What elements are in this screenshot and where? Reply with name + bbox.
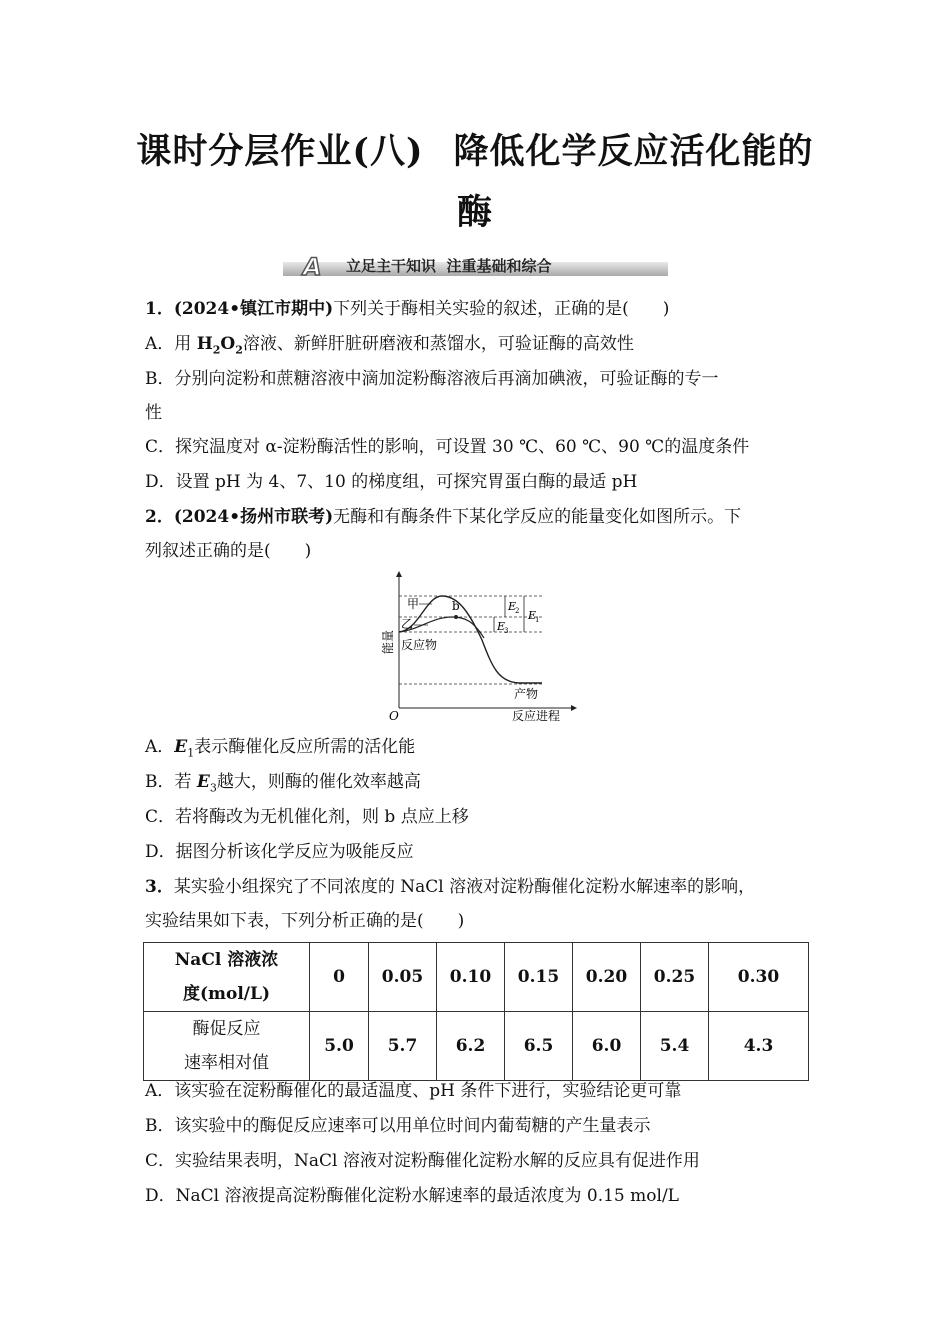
- x-axis-label: 反应进程: [512, 709, 561, 723]
- q3-stem-text: 某实验小组探究了不同浓度的 NaCl 溶液对淀粉酶催化淀粉水解速率的影响，: [173, 877, 756, 897]
- q1-formula-sub1: 2: [212, 343, 221, 357]
- table-row-concentration: [144, 943, 809, 1012]
- q1-number: 1．: [145, 299, 174, 319]
- table-header-rate: [144, 1012, 310, 1081]
- header-concentration-line1: NaCl 溶液浓: [174, 950, 279, 970]
- q2-option-a-prefix: A．: [145, 737, 175, 757]
- q1-formula-o: O: [220, 334, 236, 354]
- header-rate-line2: 速率相对值: [184, 1053, 269, 1073]
- q1-option-d: D．设置 pH 为 4、7、10 的梯度组，可探究胃蛋白酶的最适 pH: [145, 472, 638, 492]
- label-e3-sub: 3: [504, 627, 509, 635]
- table-cell: 4.3: [709, 1012, 809, 1081]
- q2-number: 2．: [145, 507, 174, 527]
- header-rate-line1: 酶促反应: [192, 1019, 261, 1039]
- q3-stem: [145, 876, 755, 898]
- table-header-concentration: [144, 943, 310, 1012]
- origin-label: O: [389, 709, 399, 723]
- q1-formula-h: H: [196, 334, 213, 354]
- table-cell: 0.05: [369, 943, 437, 1012]
- q2-stem-text: 无酶和有酶条件下某化学反应的能量变化如图所示。下: [333, 507, 742, 527]
- q1-source: (2024•镇江市期中): [173, 299, 334, 319]
- q1-stem-text: 下列关于酶相关实验的叙述，正确的是( ): [333, 299, 670, 319]
- table-cell: 5.0: [310, 1012, 369, 1081]
- table-cell: 0.15: [505, 943, 573, 1012]
- q3-option-c: C．实验结果表明，NaCl 溶液对淀粉酶催化淀粉水解的反应具有促进作用: [145, 1151, 700, 1171]
- section-banner: [283, 253, 668, 281]
- q1-option-b-cont: 性: [145, 403, 162, 423]
- q3-option-a: A．该实验在淀粉酶催化的最适温度、pH 条件下进行，实验结论更可靠: [145, 1081, 682, 1101]
- q2-option-a: [145, 736, 415, 764]
- q1-formula-sub2: 2: [235, 343, 243, 357]
- q2-option-d: D．据图分析该化学反应为吸能反应: [145, 842, 414, 862]
- q1-option-c: C．探究温度对 α-淀粉酶活性的影响，可设置 30 ℃、60 ℃、90 ℃的温度条件: [145, 437, 750, 457]
- q3-option-d: D．NaCl 溶液提高淀粉酶催化淀粉水解速率的最适浓度为 0.15 mol/L: [145, 1186, 679, 1206]
- table-cell: 0: [310, 943, 369, 1012]
- table-row-rate: [144, 1012, 809, 1081]
- q2-option-b-var: E: [196, 772, 210, 792]
- point-b: [454, 615, 458, 619]
- q2-option-b-sub: 3: [209, 781, 217, 795]
- label-yi: 乙: [401, 617, 414, 631]
- q2-option-b-text: 越大，则酶的催化效率越高: [216, 772, 421, 792]
- q2-option-a-text: 表示酶催化反应所需的活化能: [194, 737, 416, 757]
- table-cell: 0.25: [641, 943, 709, 1012]
- label-reactant: 反应物: [401, 638, 438, 652]
- table-cell: 5.4: [641, 1012, 709, 1081]
- q1-option-a-prefix: A．用: [145, 334, 197, 354]
- q1-option-a: [145, 333, 634, 361]
- label-jia: 甲: [407, 597, 420, 611]
- q3-option-b: B．该实验中的酶促反应速率可以用单位时间内葡萄糖的产生量表示: [145, 1116, 651, 1136]
- results-table: [143, 942, 809, 1081]
- label-e2-sub: 2: [515, 607, 520, 615]
- q1-option-a-text: 溶液、新鲜肝脏研磨液和蒸馏水，可验证酶的高效性: [242, 334, 634, 354]
- title-part1: 课时分层作业(八): [136, 131, 424, 172]
- q2-source: (2024•扬州市联考): [173, 507, 334, 527]
- q1-stem: [145, 298, 669, 320]
- label-product: 产物: [514, 687, 539, 701]
- header-concentration-line2: 度(mol/L): [182, 984, 271, 1004]
- q2-option-a-sub: 1: [187, 746, 195, 760]
- banner-letter: A: [303, 253, 322, 281]
- q2-option-c: C．若将酶改为无机催化剂，则 b 点应上移: [145, 807, 469, 827]
- table-cell: 6.2: [437, 1012, 505, 1081]
- label-e3: E: [497, 620, 506, 633]
- table-cell: 0.30: [709, 943, 809, 1012]
- table-cell: 0.10: [437, 943, 505, 1012]
- q1-option-b: B．分别向淀粉和蔗糖溶液中滴加淀粉酶溶液后再滴加碘液，可验证酶的专一: [145, 369, 719, 389]
- table-cell: 0.20: [573, 943, 641, 1012]
- page-title-line2: 酶: [456, 192, 493, 233]
- table-cell: 6.5: [505, 1012, 573, 1081]
- q2-stem-cont: 列叙述正确的是( ): [145, 541, 312, 561]
- label-b: b: [452, 599, 460, 613]
- banner-text: 立足主干知识 注重基础和综合: [346, 257, 552, 275]
- q2-option-a-var: E: [174, 737, 188, 757]
- energy-diagram: [374, 570, 584, 726]
- page-title: [0, 124, 950, 174]
- label-e1: E: [528, 609, 537, 622]
- y-axis-label: 能量: [381, 629, 395, 655]
- q2-stem: [145, 506, 741, 528]
- q2-option-b-prefix: B．若: [145, 772, 197, 792]
- q3-stem-cont: 实验结果如下表，下列分析正确的是( ): [145, 911, 465, 931]
- q3-number: 3．: [145, 877, 174, 897]
- label-e1-sub: 1: [535, 616, 540, 624]
- title-part2: 降低化学反应活化能的: [453, 131, 814, 172]
- table-cell: 5.7: [369, 1012, 437, 1081]
- q2-option-b: [145, 771, 421, 799]
- label-e2: E: [508, 600, 517, 613]
- table-cell: 6.0: [573, 1012, 641, 1081]
